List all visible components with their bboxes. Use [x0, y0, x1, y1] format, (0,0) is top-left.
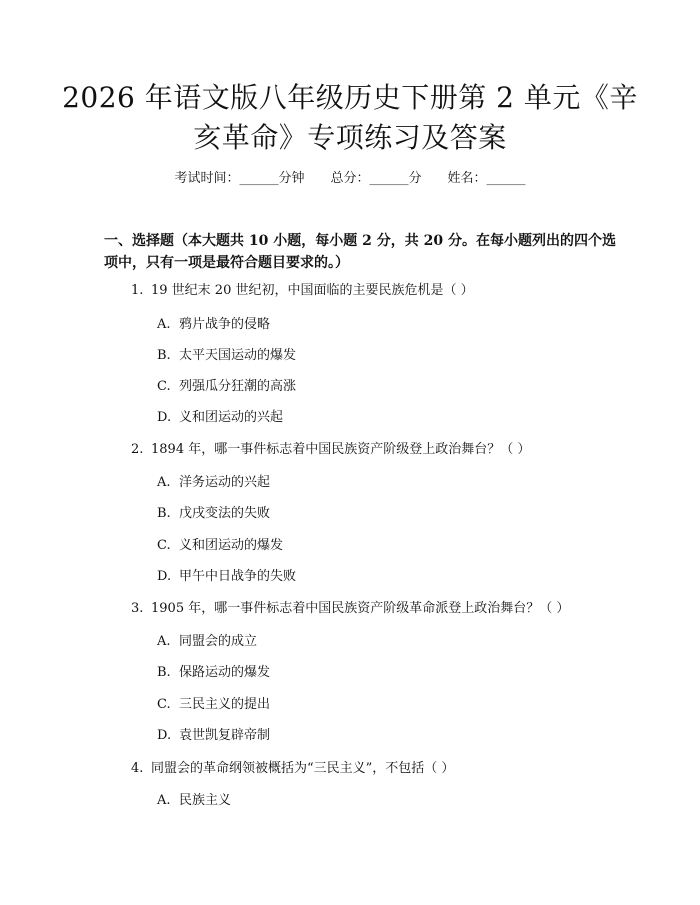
- option-text: 义和团运动的兴起: [179, 410, 284, 425]
- question-2-option-b: [157, 505, 597, 523]
- question-1-option-b: [157, 347, 597, 365]
- question-text: 19 世纪末 20 世纪初，中国面临的主要民族危机是（ ）: [151, 283, 474, 298]
- option-text: 民族主义: [179, 793, 232, 808]
- question-number: 2.: [131, 442, 144, 457]
- question-3-option-d: [157, 727, 597, 745]
- student-name: 姓名：______: [447, 171, 526, 186]
- question-text: 同盟会的革命纲领被概括为“三民主义”，不包括（ ）: [151, 761, 455, 776]
- section-heading-line-2: 项中，只有一项是最符合题目要求的。）: [104, 255, 349, 271]
- question-2: [131, 441, 611, 459]
- option-label: C.: [157, 379, 171, 394]
- question-3-option-c: [157, 696, 597, 714]
- option-text: 同盟会的成立: [179, 634, 258, 649]
- option-label: D.: [157, 569, 172, 584]
- question-2-option-c: [157, 537, 597, 555]
- question-2-option-d: [157, 568, 597, 586]
- question-1-option-c: [157, 378, 597, 396]
- question-4: [131, 760, 611, 778]
- option-label: A.: [157, 317, 171, 332]
- option-label: B.: [157, 506, 171, 521]
- question-3-option-b: [157, 664, 597, 682]
- option-text: 戊戌变法的失败: [179, 506, 271, 521]
- option-text: 保路运动的爆发: [179, 665, 271, 680]
- question-text: 1905 年，哪一事件标志着中国民族资产阶级革命派登上政治舞台？（ ）: [151, 601, 570, 616]
- question-1: [131, 282, 611, 300]
- option-label: D.: [157, 728, 172, 743]
- option-text: 鸦片战争的侵略: [179, 317, 271, 332]
- option-label: A.: [157, 475, 171, 490]
- option-label: D.: [157, 410, 172, 425]
- option-label: A.: [157, 634, 171, 649]
- option-text: 义和团运动的爆发: [179, 538, 284, 553]
- question-number: 3.: [131, 601, 144, 616]
- question-3-option-a: [157, 633, 597, 651]
- option-label: B.: [157, 665, 171, 680]
- option-text: 袁世凯复辟帝制: [179, 728, 271, 743]
- question-2-option-a: [157, 474, 597, 492]
- question-4-option-a: [157, 792, 597, 810]
- document-title-line-1: 2026 年语文版八年级历史下册第 2 单元《辛: [62, 81, 638, 114]
- option-label: B.: [157, 348, 171, 363]
- option-label: C.: [157, 697, 171, 712]
- option-text: 列强瓜分狂潮的高涨: [179, 379, 297, 394]
- exam-info: [0, 170, 700, 188]
- option-text: 三民主义的提出: [179, 697, 271, 712]
- section-heading-line-1: 一、选择题（本大题共 10 小题，每小题 2 分，共 20 分。在每小题列出的四个选: [104, 233, 616, 249]
- option-label: A.: [157, 793, 171, 808]
- question-number: 4.: [131, 761, 144, 776]
- question-3: [131, 600, 611, 618]
- question-number: 1.: [131, 283, 144, 298]
- question-1-option-a: [157, 316, 597, 334]
- option-text: 太平天国运动的爆发: [179, 348, 297, 363]
- section-heading: [104, 230, 624, 274]
- question-1-option-d: [157, 409, 597, 427]
- option-text: 洋务运动的兴起: [179, 475, 271, 490]
- option-text: 甲午中日战争的失败: [179, 569, 297, 584]
- document-title-line-2: 亥革命》专项练习及答案: [193, 121, 507, 154]
- question-text: 1894 年，哪一事件标志着中国民族资产阶级登上政治舞台？（ ）: [151, 442, 531, 457]
- total-score: 总分：______分: [330, 171, 422, 186]
- exam-time: 考试时间：______分钟: [174, 171, 305, 186]
- option-label: C.: [157, 538, 171, 553]
